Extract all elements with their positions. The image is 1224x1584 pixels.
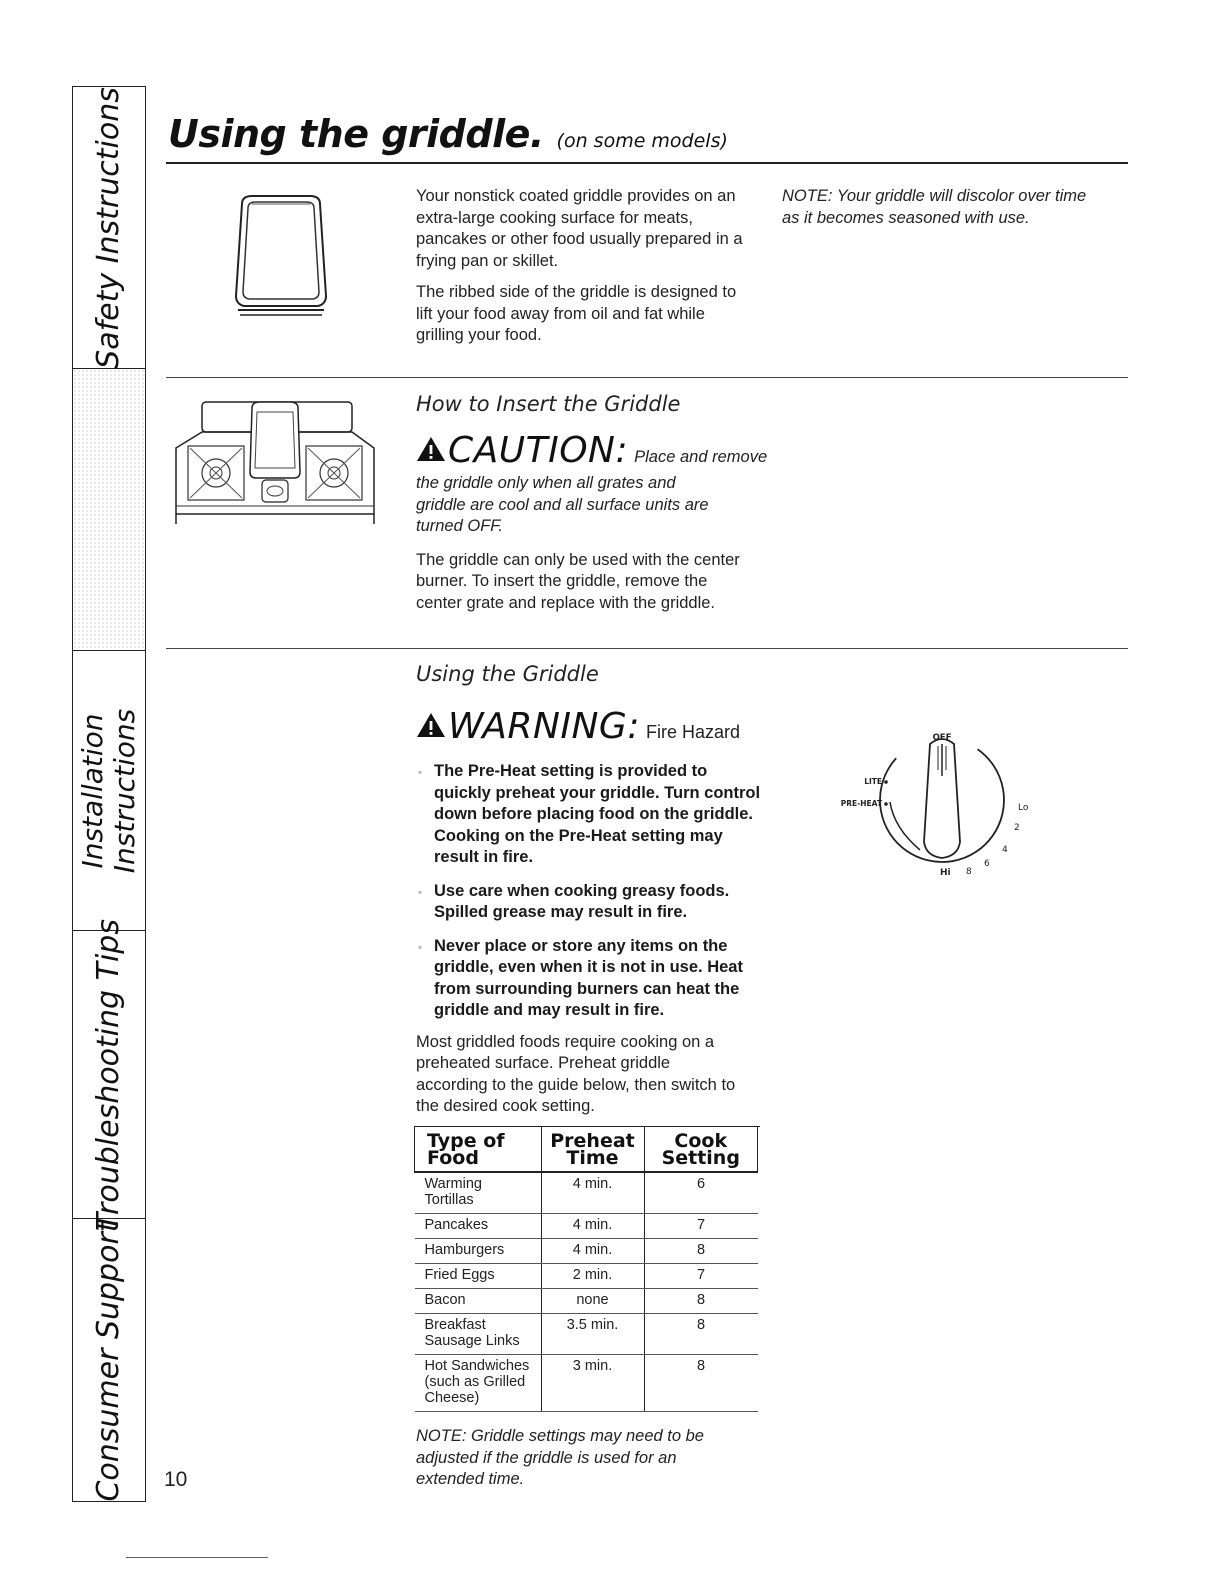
cooktop-illustration bbox=[172, 396, 378, 526]
side-tab-strip bbox=[72, 86, 146, 1502]
table-cell: 8 bbox=[644, 1355, 758, 1412]
knob-8-label: 8 bbox=[966, 867, 972, 877]
paragraph: Your nonstick coated griddle provides on an extra-large cooking surface for meats, pancakes or other food usually prepared in a frying pan or skillet. bbox=[416, 187, 743, 270]
table-row bbox=[415, 1172, 758, 1214]
list-item bbox=[416, 881, 766, 924]
bullet-icon: ▪ bbox=[418, 939, 423, 954]
knob-6-label: 6 bbox=[984, 859, 990, 869]
bottom-link-underline bbox=[126, 1557, 268, 1558]
table-cell: Breakfast Sausage Links bbox=[415, 1314, 542, 1355]
intro-text bbox=[416, 186, 756, 357]
table-row bbox=[415, 1214, 758, 1239]
table bbox=[414, 1127, 758, 1412]
griddle-illustration bbox=[228, 192, 334, 324]
table-header-row bbox=[415, 1127, 758, 1172]
note-label: NOTE: bbox=[782, 187, 833, 205]
tab-label-line: Instructions bbox=[108, 708, 141, 873]
knob-2-label: 2 bbox=[1014, 823, 1020, 833]
table-cell: 7 bbox=[644, 1214, 758, 1239]
caution-word: CAUTION: bbox=[448, 430, 629, 471]
tab-label: Troubleshooting Tips bbox=[91, 918, 126, 1231]
tab-label: Safety Instructions bbox=[91, 86, 126, 369]
tab-operating-instructions[interactable] bbox=[73, 369, 145, 651]
knob-lite-label: LITE bbox=[864, 777, 882, 786]
warning-icon bbox=[416, 712, 446, 738]
section-heading: How to Insert the Griddle bbox=[416, 392, 681, 416]
warning-list bbox=[416, 761, 766, 1022]
title-subtitle: (on some models) bbox=[556, 130, 728, 152]
table-cell: Hot Sandwiches (such as Grilled Cheese) bbox=[415, 1355, 542, 1412]
list-item-text: Never place or store any items on the griddle, even when it is not in use. Heat from surrounding burners can heat the griddle and may result in fire. bbox=[434, 936, 743, 1019]
list-item bbox=[416, 761, 766, 869]
table-cell: 3 min. bbox=[541, 1355, 644, 1412]
section-heading: Using the Griddle bbox=[416, 662, 599, 686]
warning-text: Fire Hazard bbox=[645, 722, 740, 742]
table-cell: none bbox=[541, 1289, 644, 1314]
table-cell: 6 bbox=[644, 1172, 758, 1214]
table-row bbox=[415, 1355, 758, 1412]
table-cell: Bacon bbox=[415, 1289, 542, 1314]
warning-heading bbox=[416, 706, 766, 747]
table-cell: Hamburgers bbox=[415, 1239, 542, 1264]
knob-hi-label: Hi bbox=[940, 868, 951, 878]
paragraph: The ribbed side of the griddle is designed to lift your food away from oil and fat while grilling your food. bbox=[416, 283, 737, 344]
list-item-text: Use care when cooking greasy foods. Spilled grease may result in fire. bbox=[434, 881, 730, 921]
table-cell: 4 min. bbox=[541, 1239, 644, 1264]
bullet-icon: ▪ bbox=[418, 765, 423, 779]
table-row bbox=[415, 1264, 758, 1289]
preheat-paragraph: Most griddled foods require cooking on a preheated surface. Preheat griddle according to the guide below, then switch to the desired cook setting. bbox=[416, 1032, 736, 1115]
knob-lo-label: Lo bbox=[1018, 803, 1029, 813]
using-section bbox=[416, 662, 766, 1118]
page-title bbox=[168, 112, 728, 156]
table-cell: 3.5 min. bbox=[541, 1314, 644, 1355]
knob-preheat-label: PRE-HEAT bbox=[840, 799, 882, 808]
bullet-icon: ▪ bbox=[418, 884, 423, 899]
table-cell: 4 min. bbox=[541, 1172, 644, 1214]
title-rule bbox=[166, 162, 1128, 164]
insert-section bbox=[416, 392, 776, 614]
table-cell: 8 bbox=[644, 1314, 758, 1355]
table-cell: Pancakes bbox=[415, 1214, 542, 1239]
column-header: Type of Food bbox=[415, 1127, 542, 1172]
note-label: NOTE: bbox=[416, 1427, 467, 1445]
table-row bbox=[415, 1239, 758, 1264]
column-header: Cook Setting bbox=[644, 1127, 758, 1172]
note-text: Your griddle will discolor over time as it becomes seasoned with use. bbox=[782, 187, 1087, 227]
tab-label bbox=[77, 708, 141, 872]
table-cell: 8 bbox=[644, 1289, 758, 1314]
note-text: Griddle settings may need to be adjusted if the griddle is used for an extended time. bbox=[416, 1427, 704, 1488]
table-cell: 8 bbox=[644, 1239, 758, 1264]
warning-word: WARNING: bbox=[448, 706, 640, 747]
title-text: Using the griddle. bbox=[168, 112, 544, 156]
table-cell: 2 min. bbox=[541, 1264, 644, 1289]
section-divider bbox=[166, 377, 1128, 378]
control-knob-illustration bbox=[830, 724, 1050, 884]
tab-label: Consumer Support bbox=[91, 1220, 126, 1502]
table-cell: Fried Eggs bbox=[415, 1264, 542, 1289]
caution-text: the griddle only when all grates and griddle are cool and all surface units are turned OFF. bbox=[416, 474, 709, 535]
tab-safety-instructions[interactable] bbox=[73, 87, 145, 369]
insert-paragraph: The griddle can only be used with the center burner. To insert the griddle, remove the center grate and replace with the griddle. bbox=[416, 550, 740, 612]
table-cell: Warming Tortillas bbox=[415, 1172, 542, 1214]
column-header: Preheat Time bbox=[541, 1127, 644, 1172]
table-cell: 4 min. bbox=[541, 1214, 644, 1239]
list-item-text: The Pre-Heat setting is provided to quickly preheat your griddle. Turn control down before placing food on the griddle. Cooking on the Pre-Heat setting may result in fire. bbox=[434, 762, 761, 866]
caution-lead: Place and remove bbox=[634, 448, 768, 466]
knob-off-label: OFF bbox=[932, 733, 952, 743]
knob-4-label: 4 bbox=[1002, 845, 1008, 855]
discolor-note bbox=[782, 186, 1100, 229]
tab-installation-instructions[interactable] bbox=[73, 651, 145, 931]
table-row bbox=[415, 1314, 758, 1355]
tab-label-line: Installation bbox=[76, 712, 109, 869]
table-row bbox=[415, 1289, 758, 1314]
page-number: 10 bbox=[164, 1468, 188, 1491]
tab-consumer-support[interactable] bbox=[73, 1219, 145, 1503]
table-cell: 7 bbox=[644, 1264, 758, 1289]
section-divider bbox=[166, 648, 1128, 649]
griddle-guide-table bbox=[414, 1126, 760, 1412]
list-item bbox=[416, 936, 766, 1022]
tab-troubleshooting-tips[interactable] bbox=[73, 918, 145, 1231]
caution-icon bbox=[416, 436, 446, 462]
caution-heading bbox=[416, 430, 776, 471]
settings-note bbox=[416, 1426, 716, 1491]
